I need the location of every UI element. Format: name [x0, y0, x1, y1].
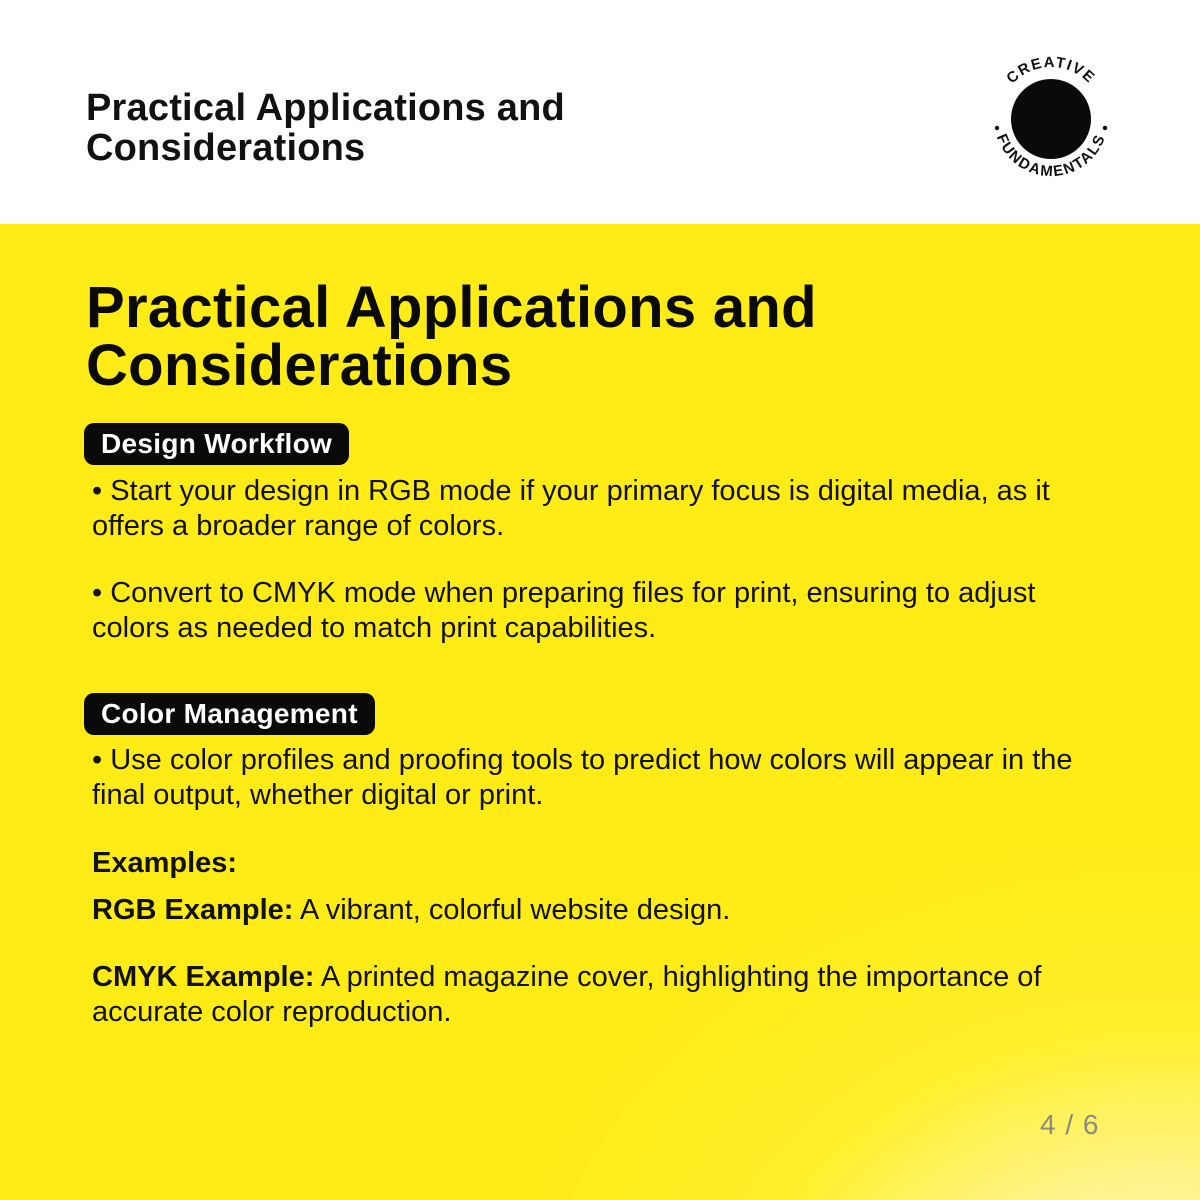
design-workflow-bullet-1: • Start your design in RGB mode if your primary focus is digital media, as it offers a broader range of colors. — [92, 475, 1050, 542]
logo-top-text: CREATIVE — [1003, 53, 1099, 88]
examples-heading: Examples: — [92, 847, 238, 879]
rgb-example-text: A vibrant, colorful website design. — [293, 894, 731, 926]
rgb-example-label: RGB Example: — [92, 894, 294, 926]
header-title: Practical Applications and Considerations — [86, 87, 565, 169]
rgb-example — [92, 893, 1112, 928]
logo-bottom-text: FUNDAMENTALS — [992, 131, 1110, 181]
cmyk-example-text: A printed magazine cover, highlighting the importance of accurate color reproduction. — [92, 961, 1042, 1028]
content-panel — [0, 224, 1200, 1200]
page-indicator: 4 / 6 — [1040, 1109, 1100, 1140]
color-management-badge: Color Management — [84, 693, 375, 735]
creative-fundamentals-logo — [984, 52, 1118, 186]
cmyk-example — [92, 960, 1112, 1030]
color-management-bullet-1: • Use color profiles and proofing tools to predict how colors will appear in the final output, whether digital or print. — [92, 744, 1073, 811]
header — [0, 0, 1200, 224]
design-workflow-bullet-2: • Convert to CMYK mode when preparing files for print, ensuring to adjust colors as needed to match print capabilities. — [92, 577, 1036, 644]
design-workflow-badge: Design Workflow — [84, 423, 349, 465]
main-title: Practical Applications and Considerations — [86, 275, 817, 398]
cmyk-example-label: CMYK Example: — [92, 961, 315, 993]
